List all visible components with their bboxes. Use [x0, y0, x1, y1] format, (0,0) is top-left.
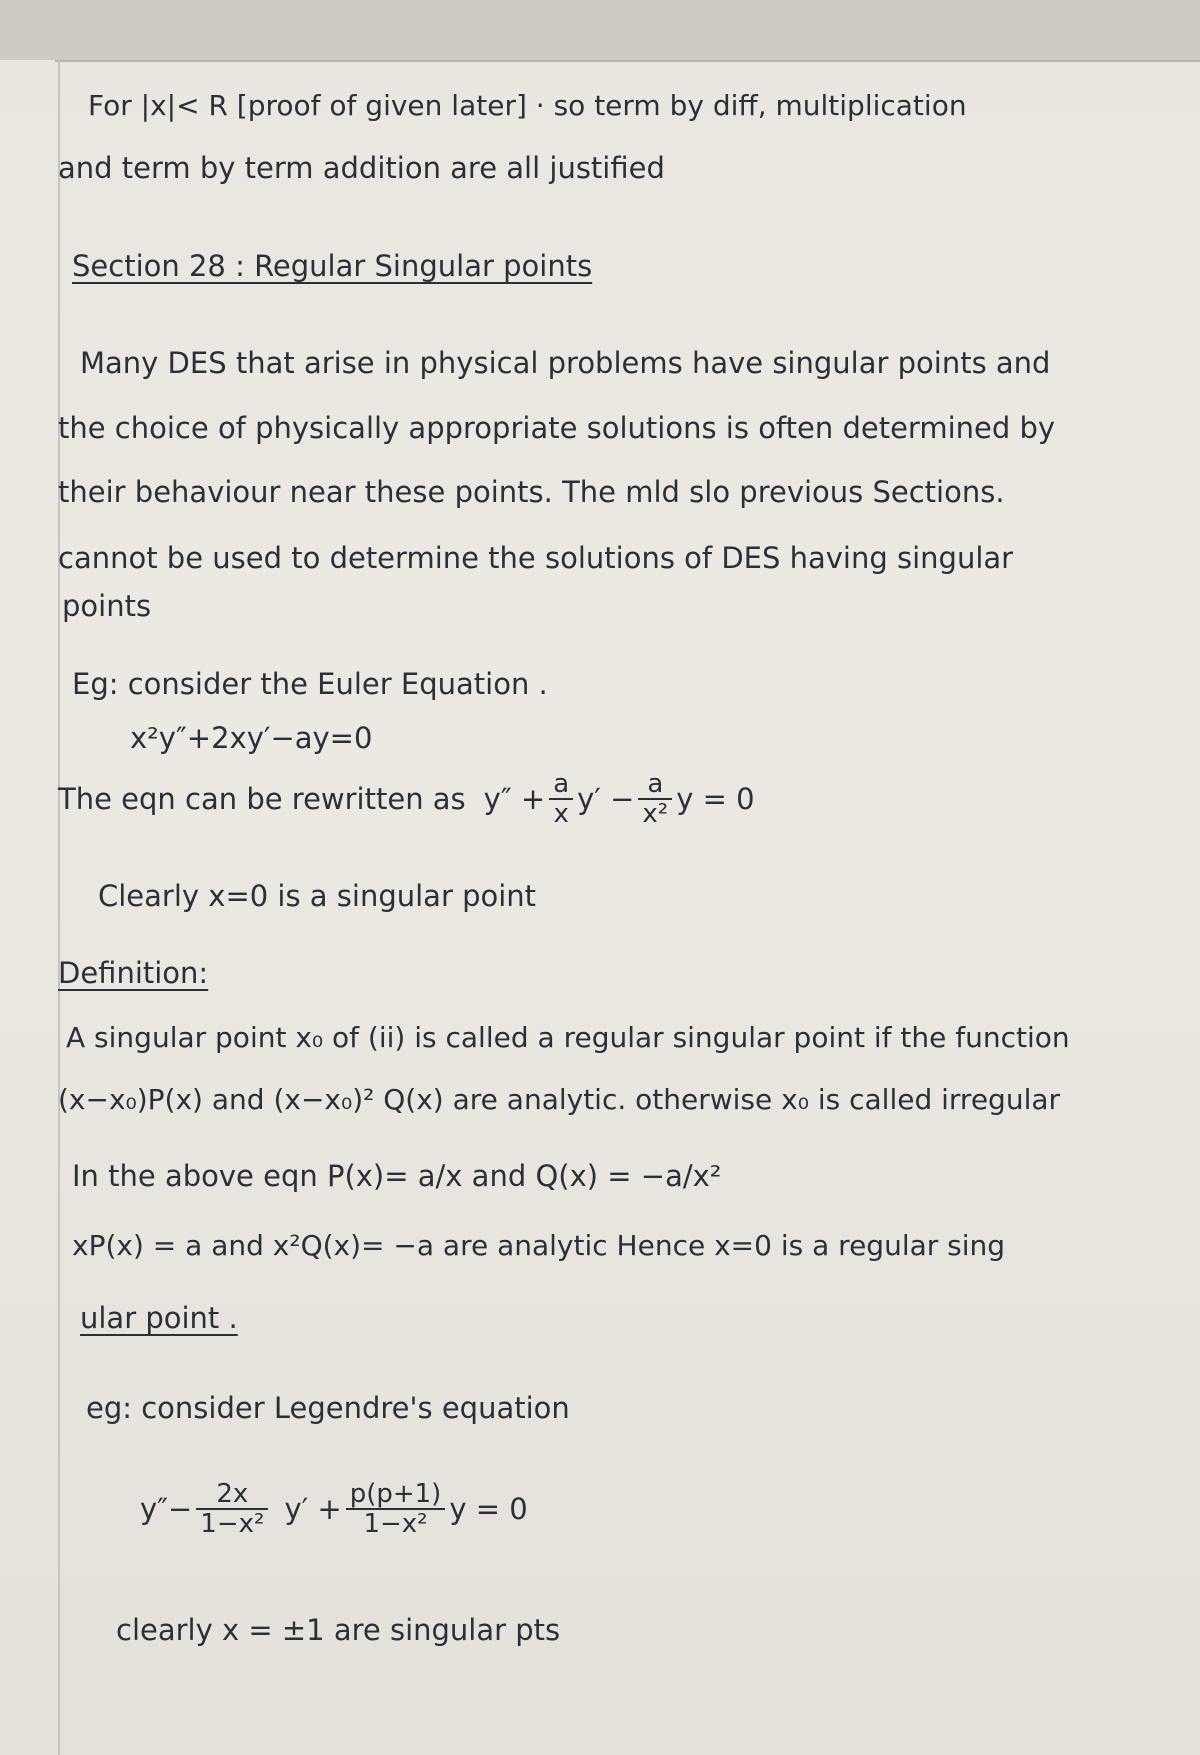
rewrite-term-1: y″ +: [483, 782, 546, 816]
rewrite-term-3: y = 0: [676, 782, 755, 816]
rewrite-fraction-2-denominator: x²: [642, 799, 669, 829]
legendre-term-2: y′ +: [284, 1492, 342, 1526]
paragraph-line-2: the choice of physically appropriate solutions is often determined by: [58, 411, 1056, 445]
above-eqn-line-2: xP(x) = a and x²Q(x)= −a are analytic Hence x=0 is a regular sing: [72, 1229, 1006, 1262]
line-proof-note: For |x|< R [proof of given later] · so term by diff, multiplication: [88, 89, 967, 122]
definition-heading: Definition:: [58, 956, 209, 990]
legendre-equation: [140, 1480, 528, 1538]
above-eqn-line-1: In the above eqn P(x)= a/x and Q(x) = −a/x²: [72, 1159, 722, 1193]
legendre-fraction-1-denominator: 1−x²: [200, 1509, 265, 1539]
euler-equation: x²y″+2xy′−ay=0: [130, 721, 373, 755]
legendre-fraction-2-denominator: 1−x²: [363, 1509, 428, 1539]
rewrite-fraction-1-denominator: x: [553, 799, 569, 829]
above-eqn-line-3: ular point .: [80, 1301, 238, 1335]
legendre-fraction-1: [196, 1480, 268, 1538]
rewrite-fraction-1-numerator: a: [549, 770, 573, 800]
rewrite-term-2: y′ −: [577, 782, 635, 816]
example-euler-intro: Eg: consider the Euler Equation .: [72, 667, 548, 701]
legendre-fraction-1-numerator: 2x: [196, 1480, 268, 1510]
rewritten-equation: [58, 770, 755, 828]
legendre-fraction-2-numerator: p(p+1): [346, 1480, 446, 1510]
paragraph-line-5: points: [62, 589, 152, 623]
legendre-term-1: y″−: [140, 1492, 193, 1526]
paragraph-line-3: their behaviour near these points. The mld slo previous Sections.: [58, 475, 1005, 509]
paragraph-line-4: cannot be used to determine the solutions of DES having singular: [58, 541, 1014, 575]
margin-line: [58, 60, 60, 1755]
legendre-fraction-2: [346, 1480, 446, 1538]
definition-line-1: A singular point x₀ of (ii) is called a regular singular point if the function: [66, 1021, 1070, 1054]
section-heading: Section 28 : Regular Singular points: [72, 249, 593, 283]
rewrite-fraction-1: [549, 770, 573, 828]
paragraph-line-1: Many DES that arise in physical problems have singular points and: [80, 346, 1051, 380]
legendre-term-3: y = 0: [449, 1492, 528, 1526]
clearly-singular-point: Clearly x=0 is a singular point: [98, 879, 537, 913]
page-top-shadow: [0, 0, 1200, 60]
example-legendre-intro: eg: consider Legendre's equation: [86, 1391, 570, 1425]
line-justified: and term by term addition are all justified: [58, 151, 665, 185]
sheet-edge: [55, 60, 1200, 62]
definition-line-2: (x−x₀)P(x) and (x−x₀)² Q(x) are analytic. otherwise x₀ is called irregular: [58, 1083, 1061, 1116]
rewrite-prefix: The eqn can be rewritten as: [58, 782, 466, 816]
rewrite-fraction-2-numerator: a: [638, 770, 672, 800]
rewrite-fraction-2: [638, 770, 672, 828]
clearly-singular-points: clearly x = ±1 are singular pts: [116, 1613, 561, 1647]
